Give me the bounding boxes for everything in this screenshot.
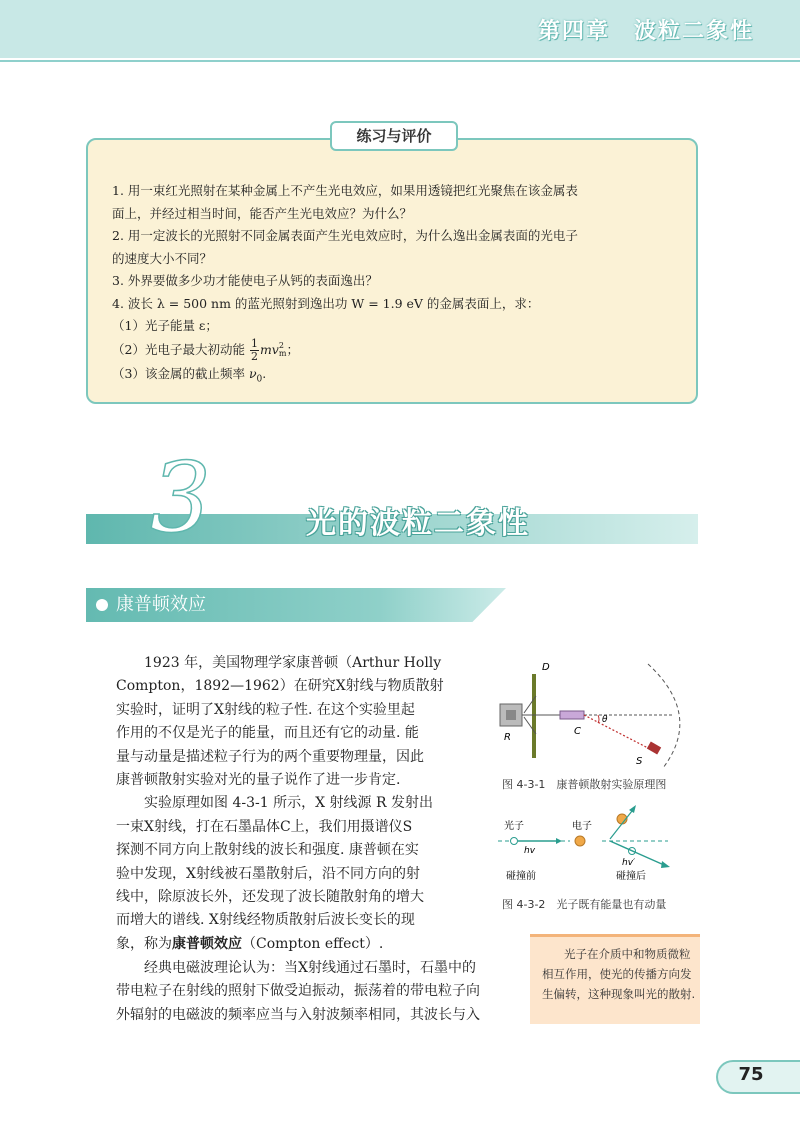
label-r: R: [504, 732, 511, 743]
exercise-sub-1: （1）光子能量 ε；: [112, 318, 218, 333]
note-line: 光子在介质中和物质微粒: [564, 947, 691, 961]
body-line: 1923 年，美国物理学家康普顿（Arthur Holly: [144, 655, 442, 671]
body-line: 一束X射线，打在石墨晶体C上，我们用摄谱仪S: [116, 818, 413, 835]
body-line: 验中发现，X射线被石墨散射后，沿不同方向的射: [116, 865, 420, 882]
figure-compton-setup: [498, 660, 700, 772]
label-d: D: [542, 662, 550, 673]
figure-1-caption: 图 4-3-1 康普顿散射实验原理图: [502, 778, 667, 791]
note-line: 生偏转，这种现象叫光的散射.: [542, 987, 696, 1001]
body-line: 而增大的谱线. X射线经物质散射后波长变长的现: [116, 912, 415, 929]
section-title: 光的波粒二象性: [306, 506, 530, 541]
label-c: C: [574, 726, 581, 737]
label-theta: θ: [602, 715, 608, 725]
note-text: [542, 944, 698, 1004]
fraction-half: $\frac{1}{2}$: [250, 336, 258, 363]
label-photon: 光子: [504, 821, 524, 832]
body-line: 康普顿散射实验对光的量子说作了进一步肯定.: [116, 772, 401, 789]
exercise-line: 4. 波长 λ = 500 nm 的蓝光照射到逸出功 W = 1.9 eV 的金属表面上，求：: [112, 295, 540, 311]
body-line: 带电粒子在射线的照射下做受迫振动，振荡着的带电粒子向: [116, 983, 480, 1000]
body-text-2: [116, 957, 516, 1027]
body-line: 象，称为康普顿效应（Compton effect）.: [116, 935, 384, 952]
label-after: 碰撞后: [616, 871, 646, 882]
label-s: S: [636, 756, 643, 767]
body-line: 探测不同方向上散射线的波长和强度. 康普顿在实: [116, 842, 419, 859]
note-line: 相互作用，使光的传播方向发: [542, 967, 692, 981]
body-line: 实验原理如图 4-3-1 所示，X 射线源 R 发射出: [144, 795, 433, 812]
exercise-line: 的速度大小不同？: [112, 250, 213, 266]
header-divider: [0, 60, 800, 62]
body-text: [116, 652, 496, 956]
body-line: 实验时，证明了X射线的粒子性. 在这个实验里起: [116, 701, 415, 718]
subsection-title: 康普顿效应: [116, 594, 206, 615]
exercise-line: 3. 外界要做多少功才能使电子从钙的表面逸出？: [112, 273, 378, 288]
exercise-questions: [112, 180, 682, 391]
body-line: 经典电磁波理论认为：当X射线通过石墨时，石墨中的: [144, 960, 476, 976]
exercise-sub-3: （3）该金属的截止频率 $\nu_0$.: [112, 365, 267, 384]
body-line: 作用的不仅是光子的能量，而且还有它的动量. 能: [116, 725, 419, 742]
exercise-line: 2. 用一定波长的光照射不同金属表面产生光电效应时，为什么逸出金属表面的光电子: [112, 228, 578, 243]
body-line: 量与动量是描述粒子行为的两个重要物理量，因此: [116, 748, 424, 765]
exercise-sub-2: （2）光电子最大初动能 $\frac{1}{2}$ mv 2 m ；: [112, 336, 299, 363]
bullet-icon: [96, 599, 108, 611]
exercise-line: 面上，并经过相当时间，能否产生光电效应？为什么？: [112, 205, 413, 221]
section-number: 3: [150, 442, 212, 554]
label-before: 碰撞前: [506, 871, 536, 882]
label-hv-prime: hv′: [622, 858, 636, 868]
chapter-title: 第四章 波粒二象性: [537, 19, 754, 44]
body-line: 外辐射的电磁波的频率应当与入射波频率相同，其波长与入: [116, 1006, 480, 1023]
figure-photon-momentum: [498, 805, 700, 885]
exercise-line: 1. 用一束红光照射在某种金属上不产生光电效应，如果用透镜把红光聚焦在该金属表: [112, 183, 578, 198]
label-electron: 电子: [572, 821, 592, 832]
exercise-title: 练习与评价: [330, 121, 458, 151]
term-compton-effect: 康普顿效应: [172, 935, 242, 952]
figure-2-caption: 图 4-3-2 光子既有能量也有动量: [502, 898, 667, 911]
body-line: Compton，1892—1962）在研究X射线与物质散射: [116, 678, 444, 695]
body-line: 线中，除原波长外，还发现了波长随散射角的增大: [116, 889, 424, 906]
page-number: 75: [738, 1064, 764, 1085]
label-hv: hv: [524, 846, 536, 856]
